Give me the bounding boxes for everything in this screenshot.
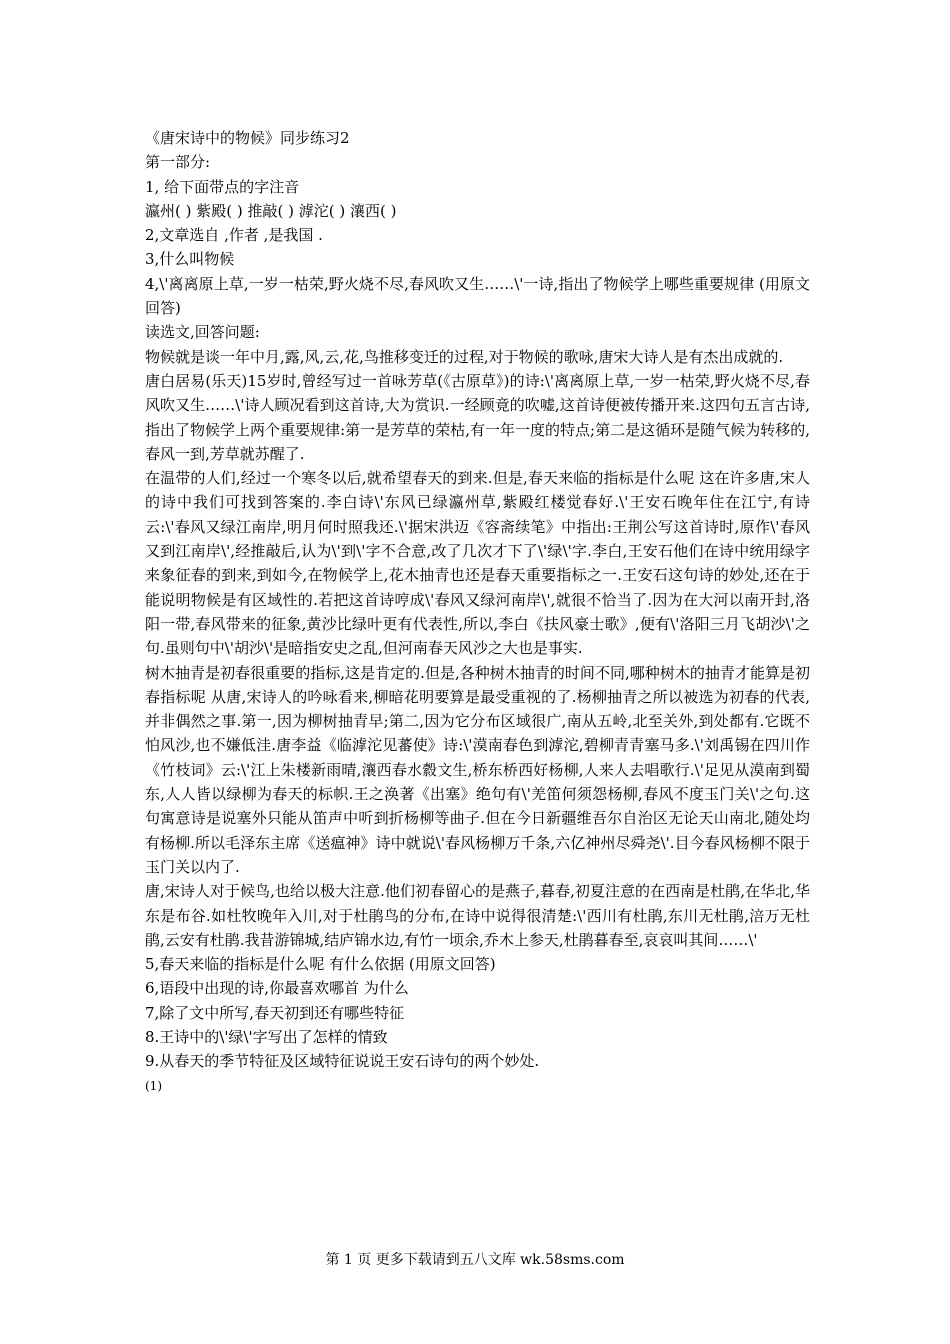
passage-paragraph-1: 物候就是谈一年中月,露,风,云,花,鸟推移变迁的过程,对于物候的歌咏,唐宋大诗人是有杰出成就的. <box>145 347 784 366</box>
question-9: 9.从春天的季节特征及区域特征说说王安石诗句的两个妙处. <box>145 1052 540 1071</box>
page-footer: 第 1 页 更多下载请到五八文库 wk.58sms.com <box>325 1252 625 1268</box>
reading-prompt: 读选文,回答问题: <box>145 323 260 342</box>
passage-paragraph-4: 树木抽青是初春很重要的指标,这是肯定的.但是,各种树木抽青的时间不同,哪种树木的抽青才能算是初春指标呢 从唐,宋诗人的吟咏看来,柳暗花明要算是最受重视的了.杨柳抽青之所以被选为初春的代表,并非偶然之事.第一,因为柳树抽青早;第二,因为它分布区域很广,南从五岭,北至关外,到处都有.它既不怕风沙,也不嫌低洼.唐李益《临滹沱见蕃使》诗:\'漠南春色到滹沱,碧柳青青塞马多.\'刘禹锡在四川作《竹枝词》云:\'江上朱楼新雨晴,瀼西春水縠文生,桥东桥西好杨柳,人来人去唱歌行.\'足见从漠南到蜀东,人人皆以绿柳为春天的标帜.王之涣著《出塞》绝句有\'羌笛何须怨杨柳,春风不度玉门关\'之句.这句寓意诗是说塞外只能从笛声中听到折杨柳等曲子.但在今日新疆维吾尔自治区无论天山南北,随处均有杨柳.所以毛泽东主席《送瘟神》诗中就说\'春风杨柳万千条,六亿神州尽舜尧\'.目今春风杨柳不限于玉门关以内了. <box>145 663 810 876</box>
question-3: 3,什么叫物候 <box>145 250 235 269</box>
question-5: 5,春天来临的指标是什么呢 有什么依据 (用原文回答) <box>145 955 496 974</box>
question-1-items: 瀛州( ) 紫殿( ) 推敲( ) 滹沱( ) 瀼西( ) <box>145 201 397 220</box>
passage-paragraph-5: 唐,宋诗人对于候鸟,也给以极大注意.他们初春留心的是燕子,暮春,初夏注意的在西南是杜鹃,在华北,华东是布谷.如杜牧晚年入川,对于杜鹃鸟的分布,在诗中说得很清楚:\'西川有杜鹃,东川无杜鹃,涪万无杜鹃,云安有杜鹃.我昔游锦城,结庐锦水边,有竹一顷余,乔木上参天,杜鹃暮春至,哀哀叫其间……\' <box>145 882 810 949</box>
question-4: 4,\'离离原上草,一岁一枯荣,野火烧不尽,春风吹又生……\'一诗,指出了物候学上哪些重要规律 (用原文回答) <box>145 274 810 318</box>
passage-paragraph-2: 唐白居易(乐天)15岁时,曾经写过一首咏芳草(《古原草》)的诗:\'离离原上草,一岁一枯荣,野火烧不尽,春风吹又生……\'诗人顾况看到这首诗,大为赏识.一经顾竟的吹嘘,这首诗便被传播开来.这四句五言古诗,指出了物候学上两个重要规律:第一是芳草的荣枯,有一年一度的特点;第二是这循环是随气候为转移的,春风一到,芳草就苏醒了. <box>145 371 810 463</box>
question-2: 2,文章选自 ,作者 ,是我国 . <box>145 226 323 245</box>
question-1: 1, 给下面带点的字注音 <box>145 177 300 196</box>
question-8: 8.王诗中的\'绿\'字写出了怎样的情致 <box>145 1027 388 1046</box>
answer-marker: (1) <box>145 1078 162 1093</box>
document-body <box>145 126 810 1098</box>
question-7: 7,除了文中所写,春天初到还有哪些特征 <box>145 1003 405 1022</box>
section-heading: 第一部分: <box>145 153 211 172</box>
question-6: 6,语段中出现的诗,你最喜欢哪首 为什么 <box>145 979 409 998</box>
document-title: 《唐宋诗中的物候》同步练习2 <box>145 129 350 147</box>
passage-paragraph-3: 在温带的人们,经过一个寒冬以后,就希望春天的到来.但是,春天来临的指标是什么呢 这在许多唐,宋人的诗中我们可找到答案的.李白诗\'东风已绿瀛州草,紫殿红楼觉春好.\'王安石晚年住在江宁,有诗云:\'春风又绿江南岸,明月何时照我还.\'据宋洪迈《容斋续笔》中指出:王荆公写这首诗时,原作\'春风又到江南岸\',经推敲后,认为\'到\'字不合意,改了几次才下了\'绿\'字.李白,王安石他们在诗中统用绿字来象征春的到来,到如今,在物候学上,花木抽青也还是春天重要指标之一.王安石这句诗的妙处,还在于能说明物候是有区域性的.若把这首诗哼成\'春风又绿河南岸\',就很不恰当了.因为在大河以南开封,洛阳一带,春风带来的征象,黄沙比绿叶更有代表性,所以,李白《扶风豪士歌》,便有\'洛阳三月飞胡沙\'之句.虽则句中\'胡沙\'是暗指安史之乱,但河南春天风沙之大也是事实. <box>145 469 810 658</box>
